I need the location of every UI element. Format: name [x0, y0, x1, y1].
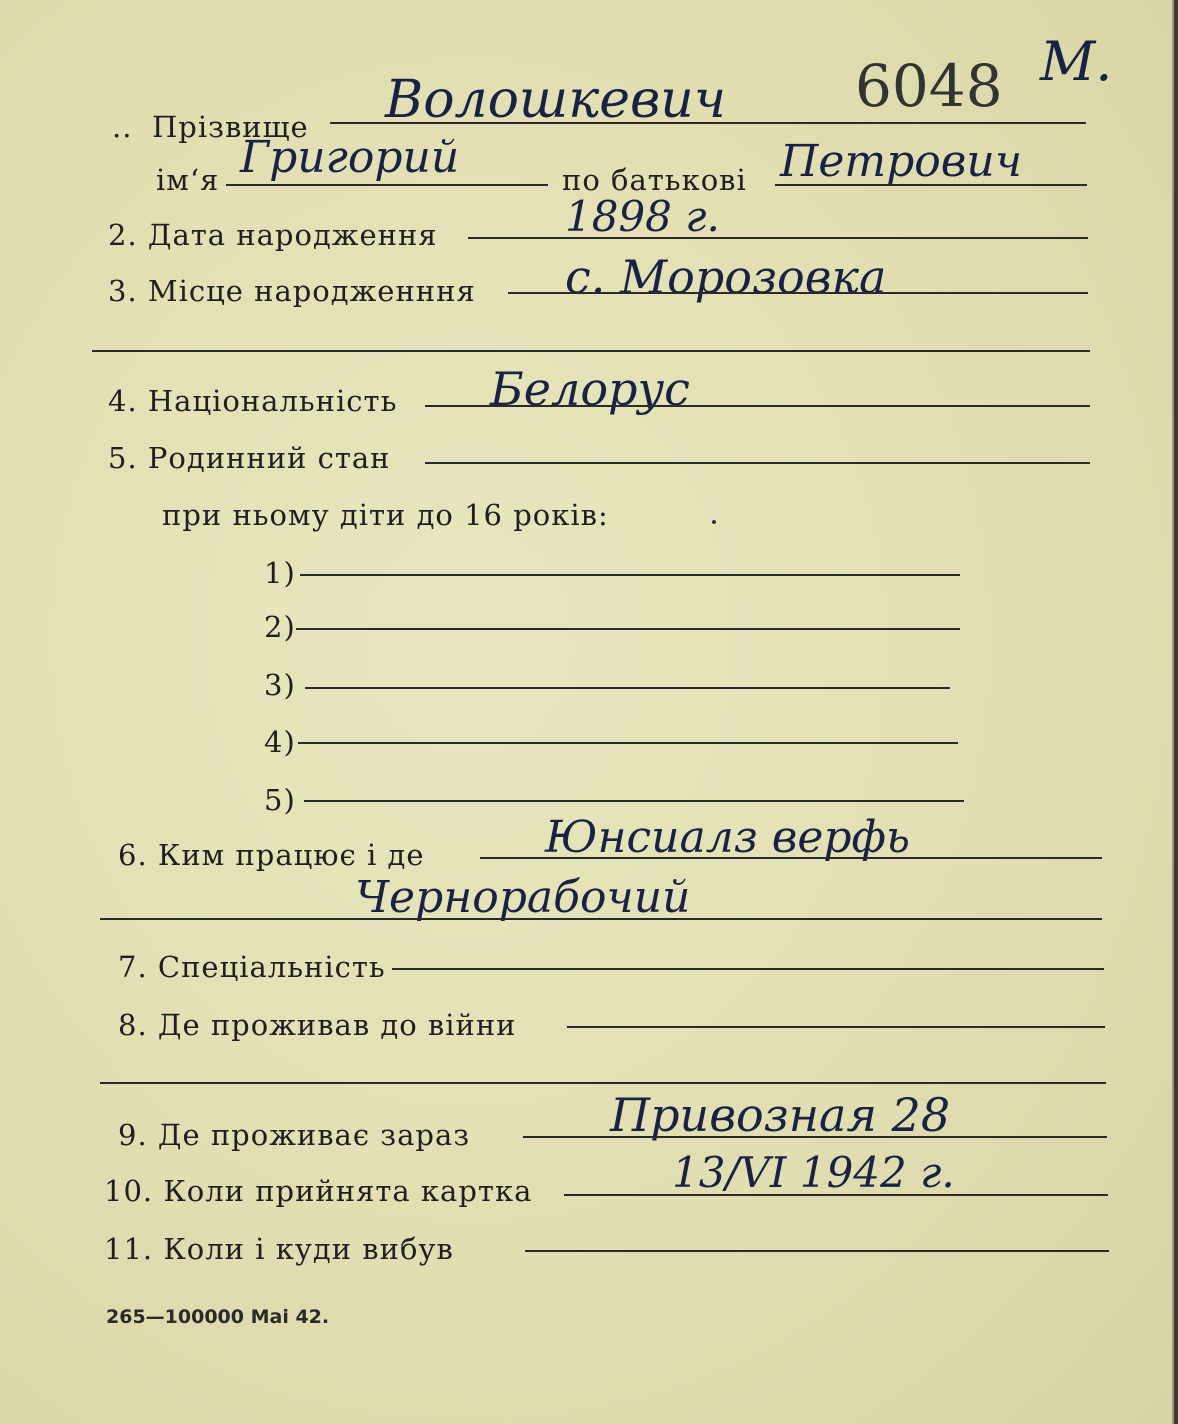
- field-11-label: 11. Коли і куди вибув: [104, 1232, 454, 1266]
- handwritten-nationality: Белорус: [490, 362, 690, 416]
- child-1-line: [300, 574, 960, 576]
- field-2-label: 2. Дата народження: [108, 218, 438, 252]
- departure-line: [525, 1250, 1109, 1252]
- name-line: [226, 184, 548, 186]
- handwritten-current-address: Привозная 28: [610, 1088, 951, 1142]
- handwritten-birth-place: с. Морозовка: [565, 250, 887, 304]
- field-5-children-label: при ньому діти до 16 років:: [162, 498, 609, 532]
- field-1-prefix: ..: [112, 110, 133, 144]
- birth-place-line: [508, 292, 1088, 294]
- child-3-line: [305, 687, 950, 689]
- stray-dot: [712, 520, 716, 524]
- handwritten-letter: М.: [1040, 30, 1113, 93]
- handwritten-first-name: Григорий: [240, 132, 460, 183]
- child-4-line: [298, 742, 958, 744]
- field-1-surname-label: Прізвище: [152, 110, 309, 144]
- patronymic-line: [775, 184, 1087, 186]
- child-1-label: 1): [264, 556, 296, 590]
- child-3-label: 3): [264, 668, 296, 702]
- handwritten-birth-date: 1898 г.: [565, 192, 720, 241]
- field-3-label: 3. Місце народженння: [108, 274, 476, 308]
- print-footer: 265—100000 Mai 42.: [106, 1306, 330, 1328]
- child-2-label: 2): [264, 610, 296, 644]
- card-date-line: [564, 1194, 1108, 1196]
- marital-status-line: [425, 462, 1090, 464]
- handwritten-patronymic: Петрович: [780, 136, 1023, 187]
- child-5-label: 5): [264, 783, 296, 817]
- handwritten-card-date: 13/VI 1942 г.: [672, 1148, 955, 1197]
- birth-date-line: [468, 237, 1088, 239]
- field-5-label: 5. Родинний стан: [108, 441, 391, 475]
- specialty-line: [392, 968, 1104, 970]
- nationality-line: [425, 405, 1090, 407]
- child-5-line: [304, 800, 964, 802]
- work-line: [480, 857, 1102, 859]
- handwritten-card-number: 6048: [855, 52, 1003, 120]
- prewar-address-line-2: [100, 1082, 1106, 1084]
- child-2-line: [296, 628, 960, 630]
- field-9-label: 9. Де проживає зараз: [118, 1118, 471, 1152]
- field-1-name-label: ім‘я: [156, 163, 220, 197]
- field-1-patronymic-label: по батькові: [562, 163, 747, 197]
- field-4-label: 4. Національність: [108, 384, 398, 418]
- work-line-2: [100, 918, 1102, 920]
- handwritten-occupation: Чернорабочий: [355, 872, 691, 923]
- handwritten-work-place: Юнсиалз верфь: [545, 812, 910, 863]
- field-7-label: 7. Спеціальність: [118, 950, 386, 984]
- current-address-line: [523, 1136, 1107, 1138]
- prewar-address-line: [567, 1026, 1105, 1028]
- field-10-label: 10. Коли прийнята картка: [104, 1174, 533, 1208]
- child-4-label: 4): [264, 725, 296, 759]
- field-6-label: 6. Ким працює і де: [118, 838, 425, 872]
- field-8-label: 8. Де проживав до війни: [118, 1008, 517, 1042]
- handwritten-surname: Волошкевич: [385, 70, 727, 130]
- birth-place-line-2: [92, 350, 1090, 352]
- surname-line: [330, 122, 1086, 124]
